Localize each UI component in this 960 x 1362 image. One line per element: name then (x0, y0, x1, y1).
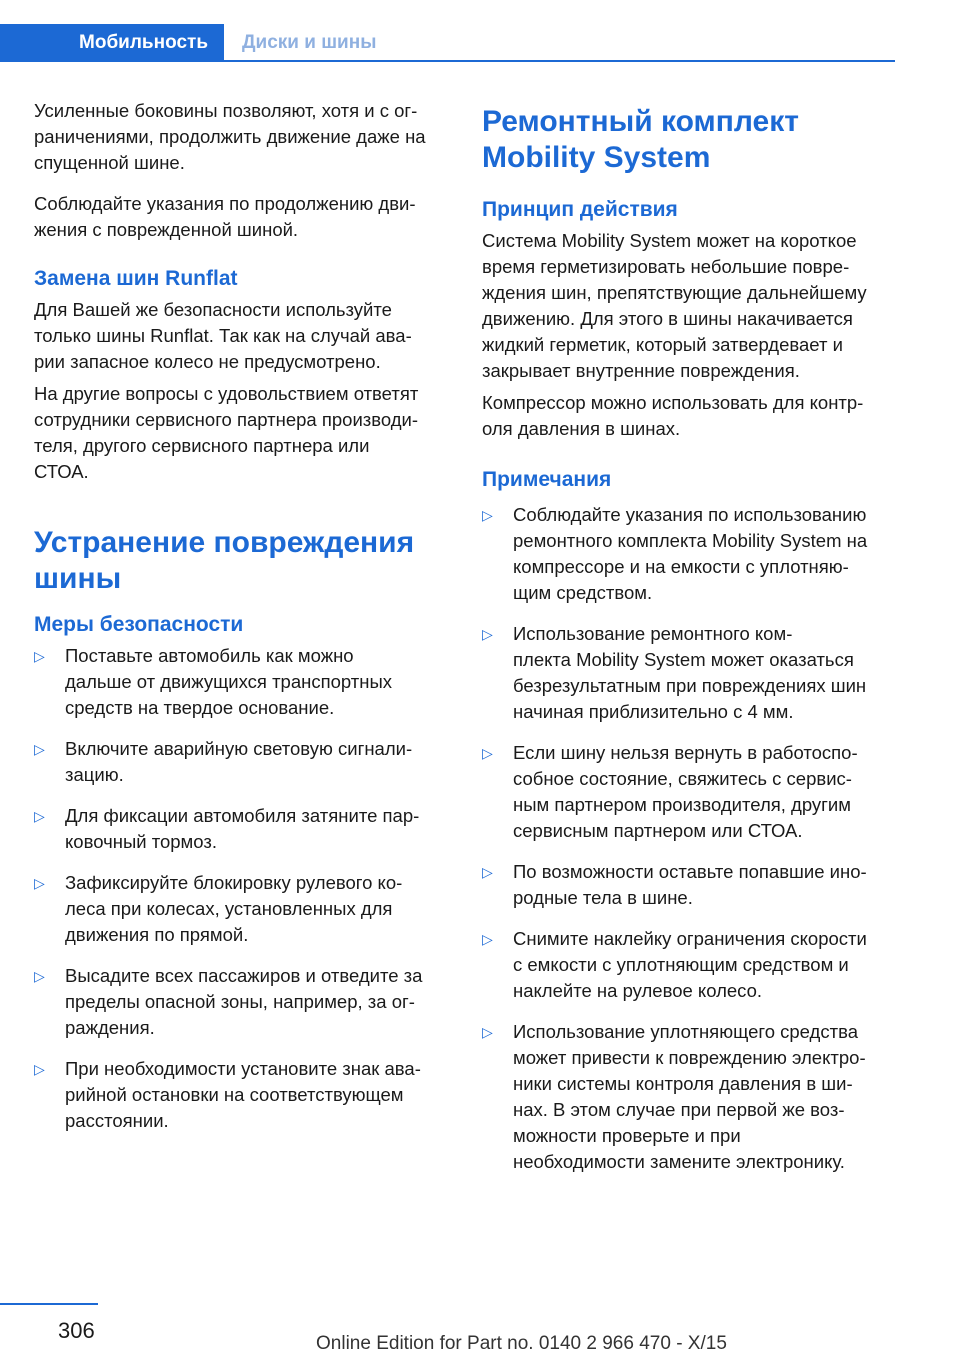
list-item (482, 1019, 898, 1175)
triangle-bullet-icon: ▷ (34, 1061, 45, 1077)
triangle-bullet-icon: ▷ (482, 931, 493, 947)
paragraph: Усиленные боковины позволяют, хотя и с ог‐ раничениями, продолжить движение даже на спущенной шине. (34, 100, 426, 173)
list-item (34, 803, 450, 855)
triangle-bullet-icon: ▷ (34, 875, 45, 891)
triangle-bullet-icon: ▷ (482, 626, 493, 642)
left-column (34, 98, 450, 1149)
list-item (482, 621, 898, 725)
right-column (482, 104, 898, 1190)
header-divider (0, 60, 895, 62)
list-item (34, 963, 450, 1041)
tab-mobility[interactable]: Мобильность (0, 24, 224, 62)
list-item (482, 740, 898, 844)
chapter-heading-tire-repair: Устранение повреждения шины (34, 526, 415, 595)
triangle-bullet-icon: ▷ (482, 507, 493, 523)
triangle-bullet-icon: ▷ (34, 741, 45, 757)
list-item-text: Зафиксируйте блокировку рулевого ко‐ леса при колесах, установленных для движения по прямой. (65, 872, 403, 945)
list-item-text: Поставьте автомобиль как можно дальше от движущихся транспортных средств на твердое основание. (65, 645, 393, 718)
list-item (482, 502, 898, 606)
triangle-bullet-icon: ▷ (34, 648, 45, 664)
triangle-bullet-icon: ▷ (34, 808, 45, 824)
paragraph: Система Mobility System может на короткое время герметизировать небольшие повре‐ ждения шин, препятствующие дальнейшему движению. Для этого в шины накачивается жидкий герметик, который затвердевает и закрывает внутренние повреждения. (482, 230, 867, 381)
triangle-bullet-icon: ▷ (482, 745, 493, 761)
paragraph: Соблюдайте указания по продолжению дви‐ жения с поврежденной шиной. (34, 193, 416, 240)
list-item (34, 643, 450, 721)
list-item (482, 859, 898, 911)
paragraph: На другие вопросы с удовольствием ответят сотрудники сервисного партнера производи‐ теля, другого сервисного партнера или СТОА. (34, 383, 419, 482)
list-item (34, 1056, 450, 1134)
list-item-text: Снимите наклейку ограничения скорости с емкости с уплотняющим средством и наклейте на рулевое колесо. (513, 928, 867, 1001)
section-heading-runflat: Замена шин Runflat (34, 267, 238, 290)
chapter-heading-mobility-system: Ремонтный комплект Mobility System (482, 105, 799, 174)
section-heading-safety: Меры безопасности (34, 613, 244, 636)
triangle-bullet-icon: ▷ (34, 968, 45, 984)
list-item-text: Использование ремонтного ком‐ плекта Mobility System может оказаться безрезультатным при повреждениях шин начиная приблизительно с 4 мм. (513, 623, 867, 722)
list-item (34, 870, 450, 948)
list-item-text: Использование уплотняющего средства может привести к повреждению электро‐ ники системы контроля давления в ши‐ нах. В этом случае при первой же воз‐ можности проверьте и при необходимости замените электронику. (513, 1021, 866, 1172)
list-item-text: Высадите всех пассажиров и отведите за пределы опасной зоны, например, за ог‐ раждения. (65, 965, 423, 1038)
list-item-text: Если шину нельзя вернуть в работоспо‐ собное состояние, свяжитесь с сервис‐ ным партнером производителя, другим сервисным партнером или СТОА. (513, 742, 858, 841)
triangle-bullet-icon: ▷ (482, 864, 493, 880)
page-header (0, 0, 960, 62)
section-heading-notes: Примечания (482, 468, 612, 491)
triangle-bullet-icon: ▷ (482, 1024, 493, 1040)
list-item (34, 736, 450, 788)
edition-note: Online Edition for Part no. 0140 2 966 470 - X/15 (316, 1333, 727, 1354)
footer-divider (0, 1303, 98, 1305)
tab-wheels-tires[interactable]: Диски и шины (242, 32, 377, 53)
paragraph: Для Вашей же безопасности используйте только шины Runflat. Так как на случай ава‐ рии запасное колесо не предусмотрено. (34, 299, 412, 372)
paragraph: Компрессор можно использовать для контр‐ оля давления в шинах. (482, 392, 864, 439)
list-item (482, 926, 898, 1004)
notes-list (482, 502, 898, 1175)
safety-list (34, 643, 450, 1134)
section-heading-principle: Принцип действия (482, 198, 678, 221)
list-item-text: Соблюдайте указания по использованию ремонтного комплекта Mobility System на компрессоре и на емкости с уплотняю‐ щим средством. (513, 504, 868, 603)
list-item-text: По возможности оставьте попавшие ино‐ родные тела в шине. (513, 861, 867, 908)
list-item-text: Для фиксации автомобиля затяните пар‐ ковочный тормоз. (65, 805, 420, 852)
page-number: 306 (58, 1318, 95, 1343)
list-item-text: При необходимости установите знак ава‐ рийной остановки на соответствующем расстоянии. (65, 1058, 421, 1131)
list-item-text: Включите аварийную световую сигнали‐ зацию. (65, 738, 413, 785)
